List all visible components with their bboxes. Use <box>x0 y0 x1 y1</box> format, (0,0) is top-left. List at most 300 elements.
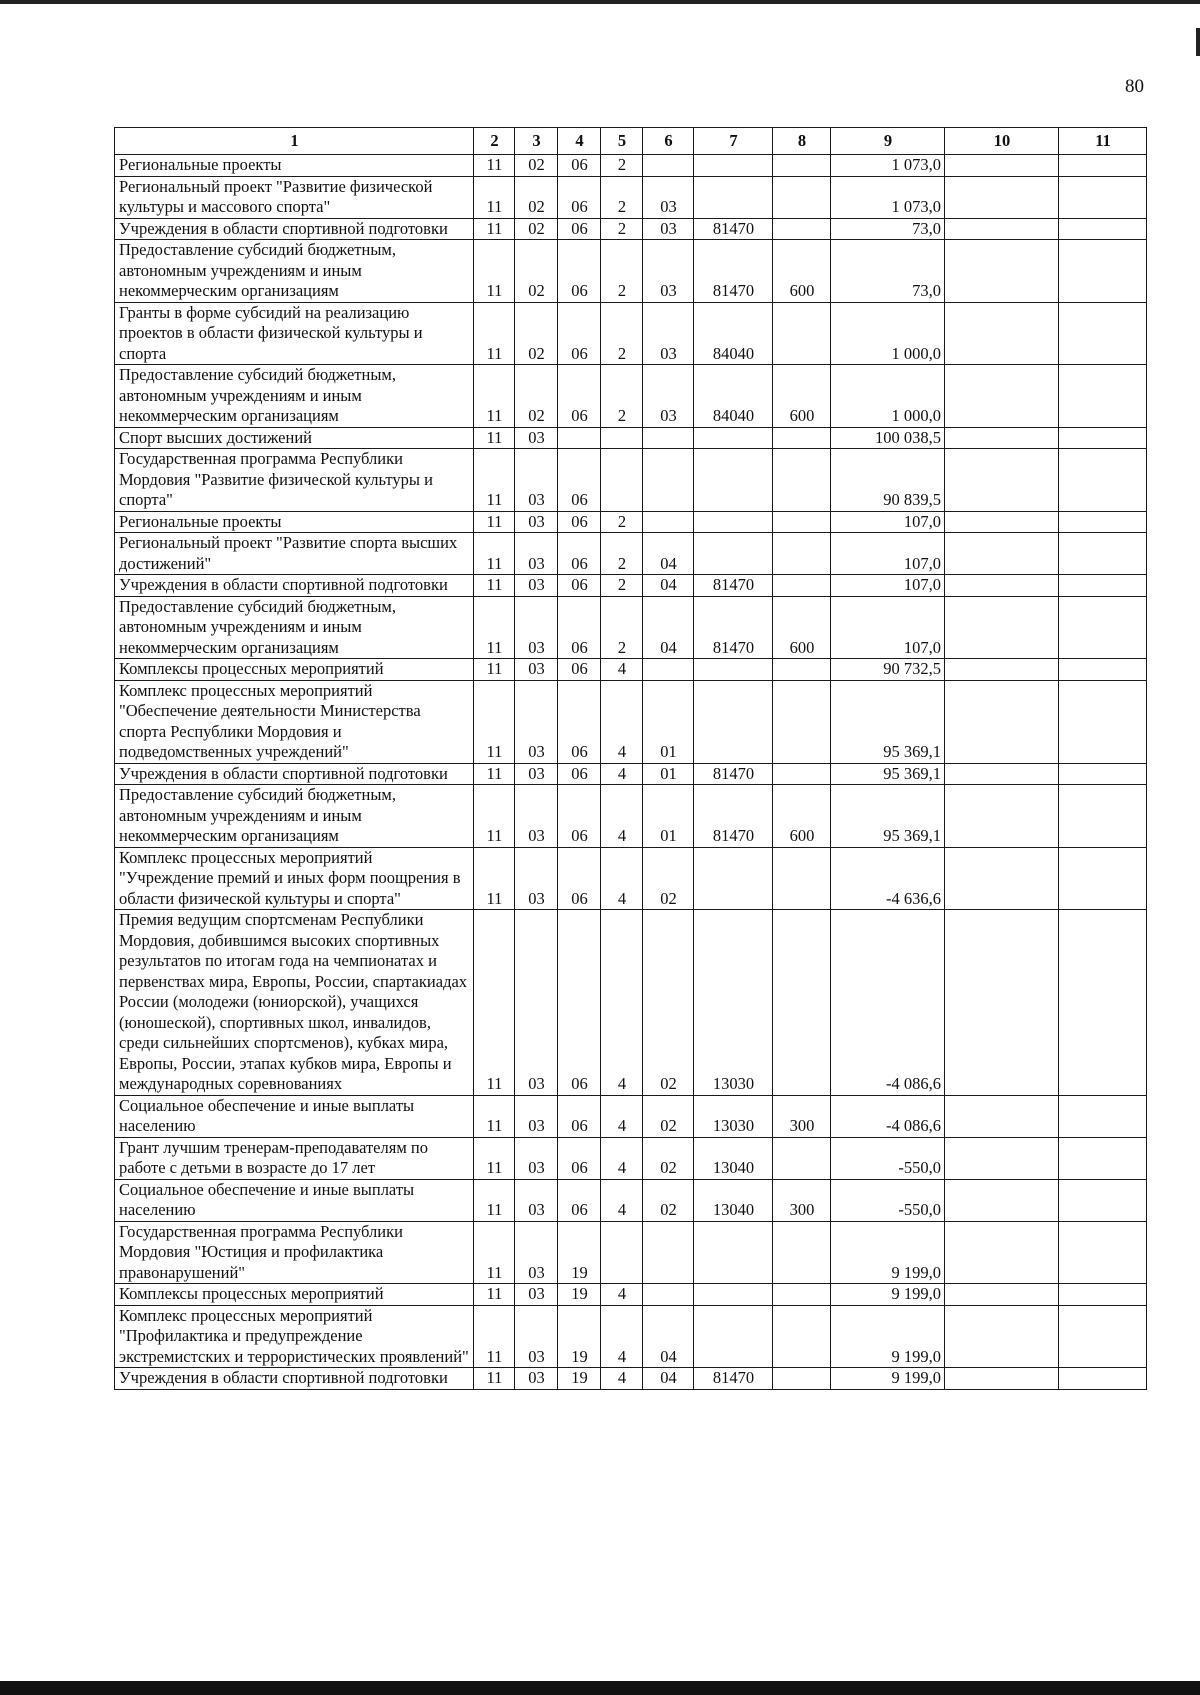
cell-subsection: 03 <box>515 785 558 848</box>
cell-direction: 13030 <box>694 1095 773 1137</box>
cell-section: 11 <box>474 427 515 449</box>
cell-program: 06 <box>558 1179 601 1221</box>
cell-col11 <box>1059 680 1147 763</box>
cell-col10 <box>945 1179 1059 1221</box>
header-cell: 11 <box>1059 128 1147 155</box>
cell-col11 <box>1059 511 1147 533</box>
cell-col10 <box>945 176 1059 218</box>
cell-amount: 1 073,0 <box>831 176 945 218</box>
cell-col10 <box>945 240 1059 303</box>
cell-program: 06 <box>558 533 601 575</box>
cell-amount: -550,0 <box>831 1137 945 1179</box>
cell-section: 11 <box>474 155 515 177</box>
cell-direction: 13040 <box>694 1179 773 1221</box>
cell-expense-type <box>773 155 831 177</box>
cell-direction: 81470 <box>694 596 773 659</box>
cell-amount: 9 199,0 <box>831 1368 945 1390</box>
table-row <box>115 1137 1147 1179</box>
cell-expense-type: 600 <box>773 365 831 428</box>
cell-name: Предоставление субсидий бюджетным, автономным учреждениям и иным некоммерческим организациям <box>115 365 474 428</box>
cell-section: 11 <box>474 449 515 512</box>
table-header-row <box>115 128 1147 155</box>
cell-col11 <box>1059 1221 1147 1284</box>
cell-direction: 84040 <box>694 302 773 365</box>
cell-section: 11 <box>474 1179 515 1221</box>
cell-expense-type <box>773 176 831 218</box>
cell-name: Учреждения в области спортивной подготовки <box>115 1368 474 1390</box>
cell-col10 <box>945 427 1059 449</box>
header-cell: 9 <box>831 128 945 155</box>
cell-col11 <box>1059 1179 1147 1221</box>
table-row <box>115 365 1147 428</box>
cell-col10 <box>945 680 1059 763</box>
cell-direction <box>694 1305 773 1368</box>
cell-direction <box>694 176 773 218</box>
budget-table <box>114 127 1147 1390</box>
header-cell: 8 <box>773 128 831 155</box>
cell-program: 06 <box>558 176 601 218</box>
cell-program-direction <box>643 155 694 177</box>
cell-program-direction <box>643 427 694 449</box>
cell-amount: -4 086,6 <box>831 1095 945 1137</box>
cell-program-type: 4 <box>601 1284 643 1306</box>
cell-col10 <box>945 365 1059 428</box>
cell-amount: -4 636,6 <box>831 847 945 910</box>
table-row <box>115 575 1147 597</box>
cell-subsection: 02 <box>515 302 558 365</box>
table-row <box>115 511 1147 533</box>
page-number: 80 <box>1125 76 1144 97</box>
cell-subsection: 02 <box>515 218 558 240</box>
cell-col10 <box>945 533 1059 575</box>
cell-amount: 107,0 <box>831 596 945 659</box>
table-row <box>115 427 1147 449</box>
cell-program: 06 <box>558 240 601 303</box>
cell-program-direction: 03 <box>643 176 694 218</box>
cell-section: 11 <box>474 302 515 365</box>
cell-section: 11 <box>474 1137 515 1179</box>
cell-name: Комплекс процессных мероприятий "Учреждение премий и иных форм поощрения в области физической культуры и спорта" <box>115 847 474 910</box>
cell-program-type: 4 <box>601 910 643 1096</box>
cell-program-direction: 02 <box>643 1179 694 1221</box>
cell-col11 <box>1059 449 1147 512</box>
cell-program-type: 4 <box>601 763 643 785</box>
cell-program: 06 <box>558 910 601 1096</box>
table-row <box>115 785 1147 848</box>
cell-name: Региональный проект "Развитие физической культуры и массового спорта" <box>115 176 474 218</box>
cell-amount: 90 839,5 <box>831 449 945 512</box>
cell-col10 <box>945 575 1059 597</box>
header-cell: 10 <box>945 128 1059 155</box>
cell-program-direction: 04 <box>643 1368 694 1390</box>
cell-name: Региональные проекты <box>115 511 474 533</box>
cell-program-direction: 02 <box>643 910 694 1096</box>
cell-direction <box>694 449 773 512</box>
cell-section: 11 <box>474 659 515 681</box>
cell-subsection: 03 <box>515 1137 558 1179</box>
table-row <box>115 302 1147 365</box>
cell-direction <box>694 659 773 681</box>
cell-col10 <box>945 511 1059 533</box>
cell-subsection: 02 <box>515 365 558 428</box>
cell-direction <box>694 847 773 910</box>
cell-col11 <box>1059 240 1147 303</box>
cell-section: 11 <box>474 511 515 533</box>
header-cell: 1 <box>115 128 474 155</box>
cell-expense-type: 300 <box>773 1095 831 1137</box>
cell-subsection: 03 <box>515 1221 558 1284</box>
table-row <box>115 847 1147 910</box>
cell-col11 <box>1059 910 1147 1096</box>
cell-name: Учреждения в области спортивной подготовки <box>115 218 474 240</box>
cell-direction: 81470 <box>694 575 773 597</box>
cell-section: 11 <box>474 596 515 659</box>
cell-program: 06 <box>558 302 601 365</box>
cell-subsection: 03 <box>515 847 558 910</box>
cell-program-direction <box>643 511 694 533</box>
cell-col11 <box>1059 155 1147 177</box>
cell-amount: 90 732,5 <box>831 659 945 681</box>
cell-section: 11 <box>474 533 515 575</box>
cell-col11 <box>1059 785 1147 848</box>
cell-col10 <box>945 1305 1059 1368</box>
cell-name: Социальное обеспечение и иные выплаты населению <box>115 1095 474 1137</box>
cell-program: 06 <box>558 511 601 533</box>
cell-program-direction <box>643 1221 694 1284</box>
cell-expense-type <box>773 427 831 449</box>
cell-amount: 95 369,1 <box>831 680 945 763</box>
cell-amount: 9 199,0 <box>831 1305 945 1368</box>
cell-program-direction <box>643 1284 694 1306</box>
cell-program-direction: 04 <box>643 596 694 659</box>
cell-direction: 81470 <box>694 763 773 785</box>
cell-program-type: 2 <box>601 176 643 218</box>
cell-col11 <box>1059 427 1147 449</box>
cell-name: Государственная программа Республики Мордовия "Юстиция и профилактика правонарушений" <box>115 1221 474 1284</box>
cell-program-type: 2 <box>601 218 643 240</box>
cell-program-direction: 01 <box>643 785 694 848</box>
cell-col11 <box>1059 847 1147 910</box>
cell-program: 06 <box>558 785 601 848</box>
cell-col10 <box>945 449 1059 512</box>
cell-subsection: 02 <box>515 240 558 303</box>
table-row <box>115 155 1147 177</box>
cell-col10 <box>945 1284 1059 1306</box>
cell-expense-type <box>773 575 831 597</box>
scan-right-mark <box>1196 28 1200 56</box>
cell-subsection: 03 <box>515 1179 558 1221</box>
cell-program-direction: 03 <box>643 240 694 303</box>
cell-expense-type <box>773 763 831 785</box>
cell-program-direction: 03 <box>643 218 694 240</box>
cell-subsection: 03 <box>515 659 558 681</box>
table-row <box>115 218 1147 240</box>
cell-subsection: 03 <box>515 1368 558 1390</box>
cell-program-type <box>601 1221 643 1284</box>
header-cell: 3 <box>515 128 558 155</box>
cell-col11 <box>1059 1137 1147 1179</box>
cell-program-direction: 04 <box>643 533 694 575</box>
cell-expense-type <box>773 910 831 1096</box>
cell-program-type: 4 <box>601 1368 643 1390</box>
cell-program-direction <box>643 449 694 512</box>
cell-amount: 1 000,0 <box>831 302 945 365</box>
table-row <box>115 449 1147 512</box>
cell-section: 11 <box>474 575 515 597</box>
cell-program: 19 <box>558 1221 601 1284</box>
cell-col10 <box>945 596 1059 659</box>
cell-section: 11 <box>474 1305 515 1368</box>
cell-col10 <box>945 302 1059 365</box>
cell-name: Спорт высших достижений <box>115 427 474 449</box>
cell-subsection: 03 <box>515 1305 558 1368</box>
cell-direction: 81470 <box>694 240 773 303</box>
cell-program-type: 4 <box>601 1095 643 1137</box>
cell-col11 <box>1059 365 1147 428</box>
cell-direction: 13040 <box>694 1137 773 1179</box>
cell-amount: 9 199,0 <box>831 1284 945 1306</box>
scan-bottom-edge <box>0 1681 1200 1695</box>
cell-name: Предоставление субсидий бюджетным, автономным учреждениям и иным некоммерческим организациям <box>115 596 474 659</box>
cell-amount: 107,0 <box>831 575 945 597</box>
table-row <box>115 680 1147 763</box>
cell-program: 06 <box>558 449 601 512</box>
cell-col11 <box>1059 763 1147 785</box>
cell-col10 <box>945 1095 1059 1137</box>
cell-subsection: 02 <box>515 155 558 177</box>
cell-amount: 1 073,0 <box>831 155 945 177</box>
cell-direction <box>694 1221 773 1284</box>
cell-direction: 81470 <box>694 785 773 848</box>
cell-expense-type: 600 <box>773 240 831 303</box>
cell-section: 11 <box>474 218 515 240</box>
cell-col11 <box>1059 575 1147 597</box>
cell-expense-type <box>773 1221 831 1284</box>
cell-col10 <box>945 218 1059 240</box>
cell-program-direction <box>643 659 694 681</box>
cell-subsection: 03 <box>515 763 558 785</box>
cell-expense-type: 600 <box>773 596 831 659</box>
cell-program-type: 2 <box>601 511 643 533</box>
cell-program-direction: 01 <box>643 763 694 785</box>
cell-program: 06 <box>558 659 601 681</box>
cell-program-type: 4 <box>601 659 643 681</box>
cell-name: Учреждения в области спортивной подготовки <box>115 763 474 785</box>
cell-program-direction: 04 <box>643 1305 694 1368</box>
cell-col11 <box>1059 1284 1147 1306</box>
cell-section: 11 <box>474 1095 515 1137</box>
table-row <box>115 659 1147 681</box>
table-row <box>115 1095 1147 1137</box>
cell-name: Региональные проекты <box>115 155 474 177</box>
cell-amount: 95 369,1 <box>831 763 945 785</box>
cell-program: 06 <box>558 1095 601 1137</box>
cell-expense-type <box>773 511 831 533</box>
cell-subsection: 03 <box>515 1284 558 1306</box>
header-cell: 4 <box>558 128 601 155</box>
cell-program: 06 <box>558 155 601 177</box>
cell-section: 11 <box>474 1368 515 1390</box>
cell-program: 06 <box>558 680 601 763</box>
cell-subsection: 03 <box>515 533 558 575</box>
cell-expense-type <box>773 533 831 575</box>
cell-col10 <box>945 1221 1059 1284</box>
cell-program-type: 2 <box>601 365 643 428</box>
cell-direction <box>694 511 773 533</box>
cell-program-type: 4 <box>601 1137 643 1179</box>
table-body <box>115 155 1147 1390</box>
cell-amount: -4 086,6 <box>831 910 945 1096</box>
cell-program-type <box>601 449 643 512</box>
header-cell: 6 <box>643 128 694 155</box>
cell-col10 <box>945 155 1059 177</box>
cell-expense-type <box>773 847 831 910</box>
cell-program-type: 4 <box>601 847 643 910</box>
cell-col11 <box>1059 218 1147 240</box>
cell-subsection: 03 <box>515 427 558 449</box>
cell-program: 19 <box>558 1305 601 1368</box>
cell-name: Грант лучшим тренерам-преподавателям по работе с детьми в возрасте до 17 лет <box>115 1137 474 1179</box>
cell-col11 <box>1059 1095 1147 1137</box>
cell-name: Комплексы процессных мероприятий <box>115 659 474 681</box>
cell-name: Премия ведущим спортсменам Республики Мордовия, добившимся высоких спортивных результатов по итогам года на чемпионатах и первенствах мира, Европы, России, спартакиадах России (молодежи (юниорской), учащихся (юношеской), спортивных школ, инвалидов, среди сильнейших спортсменов), кубках мира, Европы, России, этапах кубков мира, Европы и международных соревнованиях <box>115 910 474 1096</box>
cell-col11 <box>1059 176 1147 218</box>
cell-direction: 81470 <box>694 1368 773 1390</box>
cell-program-type: 2 <box>601 575 643 597</box>
cell-col11 <box>1059 1368 1147 1390</box>
cell-expense-type <box>773 449 831 512</box>
cell-amount: 100 038,5 <box>831 427 945 449</box>
cell-col10 <box>945 785 1059 848</box>
cell-program-type <box>601 427 643 449</box>
cell-program-direction: 01 <box>643 680 694 763</box>
cell-program: 06 <box>558 365 601 428</box>
cell-subsection: 03 <box>515 511 558 533</box>
table-row <box>115 1305 1147 1368</box>
cell-amount: 73,0 <box>831 218 945 240</box>
cell-expense-type <box>773 218 831 240</box>
cell-name: Комплекс процессных мероприятий "Обеспечение деятельности Министерства спорта Республики Мордовия и подведомственных учреждений" <box>115 680 474 763</box>
cell-expense-type <box>773 659 831 681</box>
cell-amount: -550,0 <box>831 1179 945 1221</box>
cell-program: 19 <box>558 1368 601 1390</box>
cell-col10 <box>945 1137 1059 1179</box>
cell-direction: 13030 <box>694 910 773 1096</box>
cell-amount: 9 199,0 <box>831 1221 945 1284</box>
cell-amount: 95 369,1 <box>831 785 945 848</box>
cell-name: Комплексы процессных мероприятий <box>115 1284 474 1306</box>
cell-expense-type <box>773 1368 831 1390</box>
cell-col10 <box>945 1368 1059 1390</box>
cell-program-direction: 02 <box>643 847 694 910</box>
table-row <box>115 910 1147 1096</box>
cell-program <box>558 427 601 449</box>
table-row <box>115 533 1147 575</box>
table-row <box>115 176 1147 218</box>
cell-program: 06 <box>558 847 601 910</box>
cell-program-type: 4 <box>601 680 643 763</box>
cell-col11 <box>1059 302 1147 365</box>
cell-section: 11 <box>474 680 515 763</box>
table-row <box>115 240 1147 303</box>
cell-direction <box>694 155 773 177</box>
cell-program: 06 <box>558 763 601 785</box>
header-cell: 2 <box>474 128 515 155</box>
cell-subsection: 03 <box>515 1095 558 1137</box>
cell-col10 <box>945 847 1059 910</box>
cell-col10 <box>945 910 1059 1096</box>
cell-section: 11 <box>474 1284 515 1306</box>
cell-program-direction: 03 <box>643 365 694 428</box>
cell-expense-type <box>773 680 831 763</box>
cell-name: Социальное обеспечение и иные выплаты населению <box>115 1179 474 1221</box>
cell-amount: 107,0 <box>831 511 945 533</box>
cell-program-direction: 02 <box>643 1095 694 1137</box>
cell-name: Учреждения в области спортивной подготовки <box>115 575 474 597</box>
cell-expense-type: 300 <box>773 1179 831 1221</box>
cell-subsection: 03 <box>515 449 558 512</box>
cell-program-type: 4 <box>601 785 643 848</box>
cell-col11 <box>1059 596 1147 659</box>
cell-section: 11 <box>474 785 515 848</box>
cell-amount: 1 000,0 <box>831 365 945 428</box>
cell-name: Предоставление субсидий бюджетным, автономным учреждениям и иным некоммерческим организациям <box>115 240 474 303</box>
cell-direction: 81470 <box>694 218 773 240</box>
cell-program-type: 2 <box>601 596 643 659</box>
cell-program: 06 <box>558 1137 601 1179</box>
cell-subsection: 03 <box>515 910 558 1096</box>
cell-name: Региональный проект "Развитие спорта высших достижений" <box>115 533 474 575</box>
cell-program-type: 4 <box>601 1179 643 1221</box>
cell-program: 06 <box>558 596 601 659</box>
cell-section: 11 <box>474 847 515 910</box>
cell-section: 11 <box>474 763 515 785</box>
cell-program-direction: 03 <box>643 302 694 365</box>
cell-direction <box>694 533 773 575</box>
cell-program-direction: 02 <box>643 1137 694 1179</box>
cell-section: 11 <box>474 365 515 428</box>
table-row <box>115 1221 1147 1284</box>
cell-name: Комплекс процессных мероприятий "Профилактика и предупреждение экстремистских и террористических проявлений" <box>115 1305 474 1368</box>
header-cell: 7 <box>694 128 773 155</box>
cell-name: Государственная программа Республики Мордовия "Развитие физической культуры и спорта" <box>115 449 474 512</box>
header-cell: 5 <box>601 128 643 155</box>
cell-subsection: 03 <box>515 596 558 659</box>
cell-program-direction: 04 <box>643 575 694 597</box>
cell-section: 11 <box>474 1221 515 1284</box>
cell-amount: 107,0 <box>831 533 945 575</box>
cell-col10 <box>945 659 1059 681</box>
cell-expense-type: 600 <box>773 785 831 848</box>
cell-expense-type <box>773 302 831 365</box>
cell-col11 <box>1059 1305 1147 1368</box>
table-row <box>115 1368 1147 1390</box>
cell-program-type: 2 <box>601 240 643 303</box>
cell-expense-type <box>773 1137 831 1179</box>
cell-program-type: 2 <box>601 533 643 575</box>
cell-program: 06 <box>558 575 601 597</box>
cell-section: 11 <box>474 910 515 1096</box>
cell-col11 <box>1059 533 1147 575</box>
cell-direction <box>694 680 773 763</box>
cell-direction <box>694 1284 773 1306</box>
cell-direction <box>694 427 773 449</box>
cell-program-type: 2 <box>601 155 643 177</box>
cell-col10 <box>945 763 1059 785</box>
table-row <box>115 1284 1147 1306</box>
cell-program-type: 4 <box>601 1305 643 1368</box>
cell-name: Гранты в форме субсидий на реализацию проектов в области физической культуры и спорта <box>115 302 474 365</box>
